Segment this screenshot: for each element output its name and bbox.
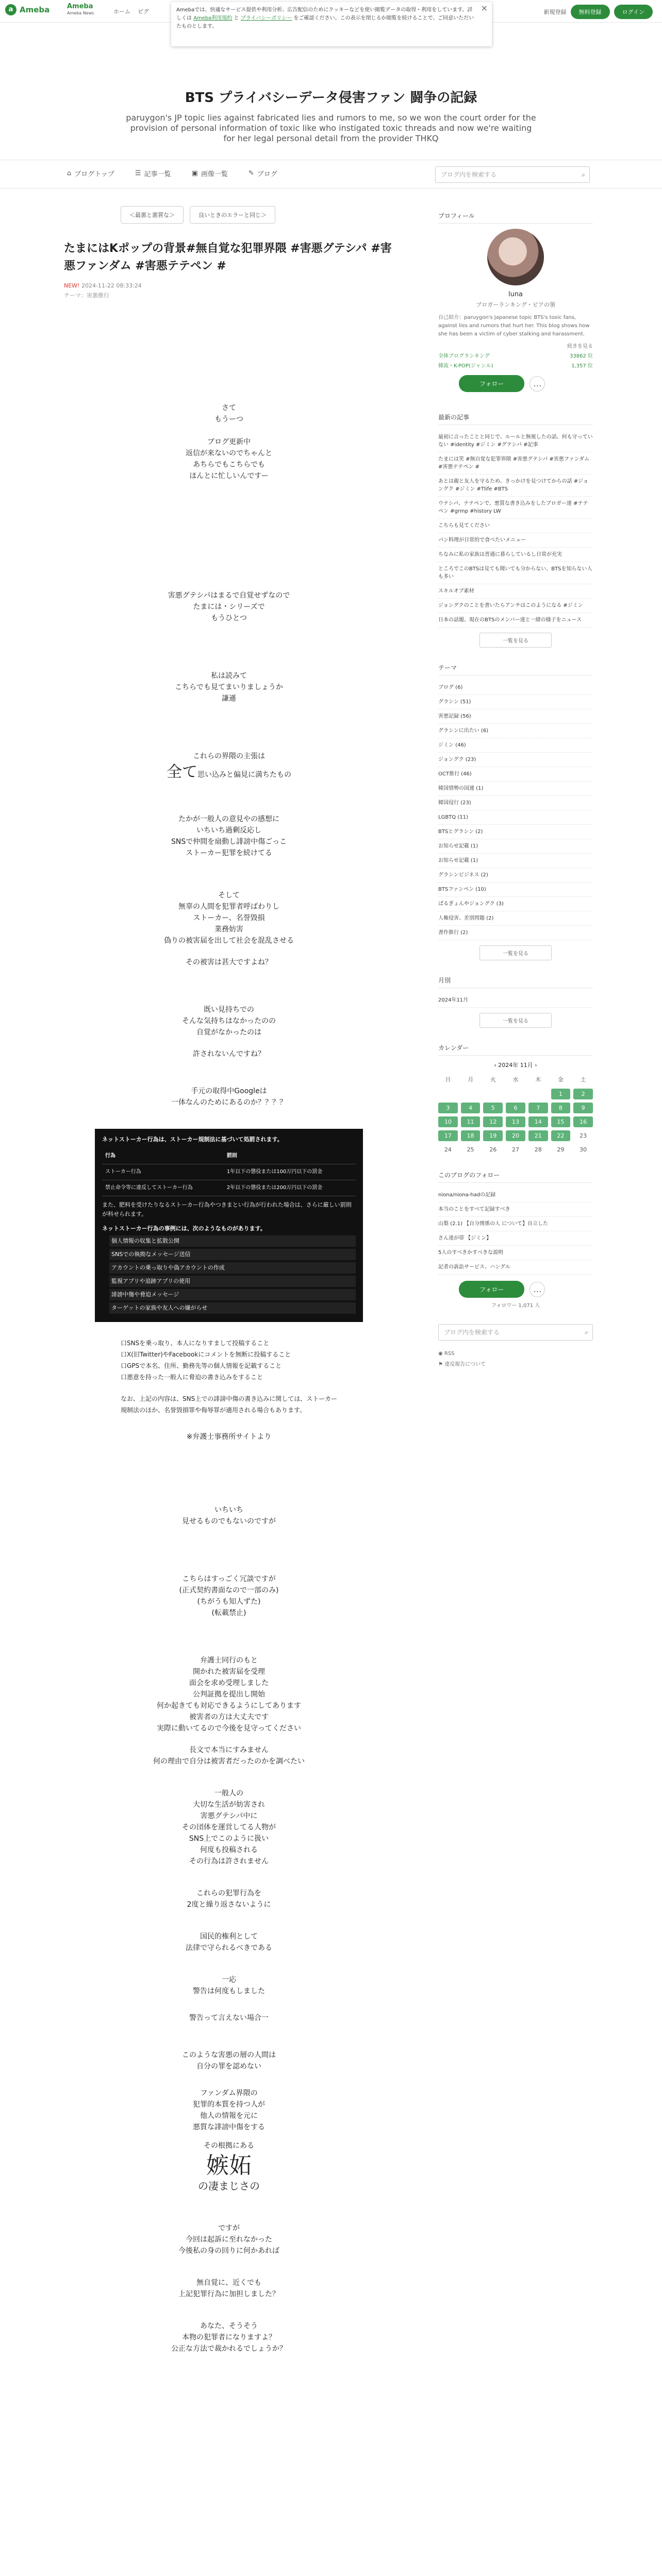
rank-value: 33862 位: [570, 353, 593, 359]
recent-article-link[interactable]: ちなみに私の家族は普通に暮らしているし日常が充実: [438, 548, 593, 562]
more-options-icon[interactable]: …: [529, 1282, 545, 1297]
table-cell: 禁止命令等に違反してストーカー行為: [102, 1180, 224, 1196]
theme-link[interactable]: お知らせ記載 (1): [438, 839, 593, 854]
paragraph: [64, 2012, 394, 2024]
login-button[interactable]: ログイン: [614, 5, 653, 19]
recent-heading: 最新の記事: [438, 413, 593, 425]
paragraph: [64, 957, 394, 968]
calendar-day[interactable]: 5: [483, 1103, 503, 1113]
flag-icon: ⚑: [438, 1362, 445, 1367]
calendar-day[interactable]: 7: [528, 1103, 548, 1113]
rank-value: 1,357 位: [571, 363, 593, 369]
text-line: 弁護士同行のもと: [200, 1656, 258, 1665]
calendar-day[interactable]: 1: [551, 1089, 571, 1099]
theme-link[interactable]: 人権侵害、差別問題 (2): [438, 911, 593, 926]
rank-label: 全体ブログランキング: [438, 353, 490, 359]
source-note: ※弁護士事務所サイトより: [186, 1433, 272, 1441]
report-link[interactable]: [438, 1360, 593, 1367]
calendar-day[interactable]: 18: [461, 1130, 481, 1141]
archive-heading: 月別: [438, 976, 593, 988]
home-icon: ⌂: [67, 170, 72, 177]
text-line: 無自覚に、近くでも: [196, 2279, 261, 2287]
article-meta: [64, 282, 394, 289]
text-line: 法律で守られるべきである: [186, 1944, 272, 1952]
brand-line1: Ameba: [67, 3, 93, 10]
calendar-day[interactable]: 6: [506, 1103, 525, 1113]
text-line: 警告は何度もしました: [193, 1987, 265, 1995]
paragraph: [64, 751, 394, 762]
text-line: これらの犯罪行為を: [196, 1889, 261, 1897]
profile-description: 自己紹介：paruygon's Japanese topic BTS's toxic fans, against lies and rumors that hurt her. This blog shows how she has been a victim of cyber stalking and harassment.: [438, 315, 590, 337]
text-line: 何か起きても対応できるようにしてあります: [157, 1702, 301, 1710]
text-line: 口GPSで本名、住所、勤務先等の個人情報を記載すること: [121, 1362, 282, 1369]
brand-line2: Ameba News: [67, 11, 94, 15]
text-line: その被害は甚大ですよね？: [186, 958, 272, 967]
text-line: 犯罪的本質を持つ人が: [193, 2100, 265, 2109]
recent-more-button[interactable]: 一覧を見る: [479, 633, 552, 648]
text-line: 公判証拠を提出し開始: [193, 1690, 265, 1699]
list-item: 監視アプリや追跡アプリの使用: [109, 1276, 356, 1287]
archive-list: [438, 993, 593, 1008]
nav-label: 記事一覧: [144, 171, 171, 178]
recent-article-link[interactable]: ウテシパ、テテペンで、悪質な書き込みをしたブロガー達 #テテペン #grmp #history LW: [438, 497, 593, 519]
text-line: 本物の犯罪者になりますよ？: [182, 2333, 276, 2342]
text-line: 口X(旧Twitter)やFacebookにコメントを無断に投稿すること: [121, 1351, 291, 1358]
text-line: こちらでも見てまいりましょうか: [175, 683, 283, 691]
nav-blog[interactable]: [249, 168, 277, 178]
text-line: こちらはすっごく冗談ですが: [182, 1575, 276, 1583]
text-line: 大切な生活が妨害され: [193, 1801, 265, 1809]
paragraph: [64, 1504, 394, 1527]
cookie-text-tail: をご確認ください。この表示を閉じるか閲覧を続けることで、ご同意いただいたものとします。: [176, 15, 474, 29]
text-line: 国民的権利として: [200, 1933, 258, 1941]
text-line: もうひとつ: [211, 614, 247, 622]
calendar-day[interactable]: 29: [557, 1146, 565, 1153]
text-line: 何の理由で自分は被害者だったのかを調べたい: [153, 1757, 305, 1766]
text-line: ファンダム界隈の: [200, 2089, 258, 2097]
privacy-link[interactable]: プライバシーポリシー: [240, 15, 292, 21]
calendar-day: [506, 1089, 525, 1099]
weekday-label: 土: [580, 1076, 586, 1083]
weekday-label: 火: [490, 1076, 496, 1083]
new-badge: NEW!: [64, 282, 80, 289]
calendar-day[interactable]: 22: [551, 1130, 571, 1141]
ameba-news-logo[interactable]: [67, 3, 94, 16]
paragraph: [64, 814, 394, 859]
text-line: 2度と繰り返さないように: [187, 1901, 271, 1909]
nav-label: ブログトップ: [74, 171, 114, 178]
weekday-label: 金: [557, 1076, 564, 1083]
calendar-day[interactable]: 28: [534, 1146, 542, 1153]
article-main: [64, 206, 394, 2354]
blog-title[interactable]: BTS プライバシーデータ侵害ファン 闘争の記録: [185, 90, 477, 106]
paragraph: [121, 1337, 337, 1383]
profile-meta: ブロガーランキング・ピアの領: [476, 301, 555, 308]
paragraph: [64, 1573, 394, 1619]
table-cell: ストーカー行為: [102, 1164, 224, 1180]
paragraph: [64, 590, 394, 624]
recent-article-link[interactable]: あとは親と友人を守るため、きっかけを見つけてからの話 #ジョングク #ジミン #Tlife #BTS: [438, 474, 593, 497]
cookie-text: Amebaでは、快適なサービス提供や利用分析、広告配信のためにクッキーなどを使い閲覧データの取得・利用をしています。詳しくは: [176, 7, 473, 21]
cookie-text-mid: と: [232, 15, 241, 21]
recent-article-link[interactable]: 最初に言ったことと同じで、ルールと無視したの話、何も守っていない #identity #ジミン #グテシパ #記事: [438, 430, 593, 452]
paragraph: [64, 2277, 394, 2300]
cookie-banner: [171, 2, 492, 46]
calendar-day[interactable]: 14: [528, 1116, 548, 1127]
signup-button[interactable]: 無料登録: [571, 5, 610, 19]
paragraph: [64, 1004, 394, 1038]
theme-link[interactable]: OCT推行 (46): [438, 767, 593, 782]
text-line: 謙遜: [222, 694, 236, 703]
article-theme[interactable]: テーマ：害悪推行: [64, 292, 109, 299]
text-line: たかが一般人の意見やの感想に: [178, 815, 279, 823]
text-line: 公正な方法で裁かれるでしょうか？: [171, 2345, 287, 2353]
recent-article-link[interactable]: スキルオブ素材: [438, 584, 593, 599]
avatar[interactable]: [487, 229, 544, 285]
weekday-label: 木: [535, 1076, 541, 1083]
calendar-day[interactable]: 13: [506, 1116, 525, 1127]
text-line: あなた、そうそう: [200, 2322, 258, 2330]
calendar-day[interactable]: 24: [444, 1146, 452, 1153]
article-body: [64, 402, 394, 2354]
text-line: その団体を運営してる人物が: [182, 1823, 276, 1832]
text-line: 自分の罪を認めない: [196, 2062, 261, 2071]
text-line: 口悪意を持った一般人に脅迫の書き込みをすること: [121, 1374, 263, 1381]
blog-description: paruygon's JP topic lies against fabricated lies and rumors to me, so we won the court order for the provision of personal information of toxic like who instigated toxic threads and now we're waiting for her legal personal detail from the provider THKQ: [126, 113, 536, 143]
follow-button[interactable]: フォロー: [459, 375, 524, 392]
calendar-day[interactable]: 19: [483, 1130, 503, 1141]
text-line: (正式契約書面なので一部のみ): [179, 1586, 279, 1595]
paragraph: [64, 1931, 394, 1954]
text-line: 既い見持ちでの: [204, 1006, 254, 1014]
more-options-icon[interactable]: …: [529, 376, 545, 392]
box-note: また、肥料を受けたりなるストーカー行為やつきまとい行為が行われた場合は、さらに厳しい罰則が科せられます。: [102, 1201, 352, 1217]
list-icon: ☰: [135, 170, 141, 177]
calendar-day[interactable]: 3: [438, 1103, 458, 1113]
close-icon[interactable]: ×: [481, 3, 488, 13]
nav-pigg[interactable]: ピグ: [138, 8, 149, 15]
list-item: SNSでの執拗なメッセージ送信: [109, 1249, 356, 1260]
text-line: その根拠にある: [204, 2142, 254, 2150]
theme-list: [438, 681, 593, 940]
calendar-day: [461, 1089, 481, 1099]
text-line: 害悪グテシパはまるで自覚せずなので: [168, 591, 290, 600]
text-line: 業務妨害: [214, 925, 243, 934]
text-line: いちいち: [214, 1506, 243, 1514]
text-line: SNS上でこのように扱い: [189, 1835, 269, 1843]
theme-link[interactable]: LGBTQ (11): [438, 810, 593, 825]
box-heading: ネットストーカー行為の事例には、次のようなものがあります。: [102, 1225, 266, 1232]
paragraph: [64, 2140, 394, 2151]
text-line: その行為は許されません: [189, 1857, 269, 1866]
theme-link[interactable]: ブログ (6): [438, 681, 593, 695]
followed-blog-link[interactable]: 山梨 (2.1) 【自分関係の人 について】自立した: [438, 1217, 593, 1231]
calendar-day: [528, 1089, 548, 1099]
month-label: 2024年 11月: [498, 1062, 533, 1069]
penalty-table: [102, 1148, 356, 1196]
calendar-day[interactable]: 4: [461, 1103, 481, 1113]
theme-link[interactable]: ジミン (46): [438, 738, 593, 753]
prev-theme-button[interactable]: ＜最悪と悪質な＞: [121, 206, 184, 224]
text-line: 長文で本当にすみません: [189, 1746, 269, 1754]
text-line: 私は読みて: [211, 672, 247, 680]
text-line: 今回は起訴に至れなかった: [186, 2235, 272, 2244]
sidebar: [438, 211, 593, 1367]
text-line: もうーつ: [214, 415, 243, 423]
text-line: 手元の取得中Googleは: [191, 1087, 267, 1095]
theme-link[interactable]: ぱるぎょんやジョングク (3): [438, 897, 593, 911]
calendar-day[interactable]: 27: [511, 1146, 519, 1153]
theme-more-button[interactable]: 一覧を見る: [479, 945, 552, 960]
text-line: 上記犯罪行為に加担しました？: [178, 2290, 279, 2298]
paragraph: [64, 890, 394, 946]
legal-info-box: [95, 1129, 363, 1322]
search-placeholder: ブログ内を検索する: [444, 1329, 500, 1336]
text-line: ですが: [218, 2224, 240, 2232]
table-cell: 2年以下の懲役または200万円以下の罰金: [224, 1180, 356, 1196]
weekday-label: 月: [468, 1076, 474, 1083]
weekday-label: 日: [445, 1076, 451, 1083]
terms-link[interactable]: Ameba利用規約: [193, 15, 233, 21]
prev-month-icon[interactable]: ‹: [494, 1062, 499, 1069]
paragraph: [64, 2223, 394, 2257]
follows-list: [438, 1188, 593, 1275]
text-line: 他人の情報を元に: [200, 2112, 258, 2120]
big-text: 嫉妬: [206, 2153, 252, 2179]
nav-image-list[interactable]: [192, 168, 228, 178]
paragraph: [64, 1788, 394, 1867]
rss-link[interactable]: [438, 1351, 593, 1357]
blog-search-input[interactable]: [435, 166, 590, 183]
paragraph: [64, 1086, 394, 1108]
global-nav: [0, 160, 662, 189]
calendar-grid: [438, 1073, 593, 1155]
nav-label: ブログ: [257, 171, 277, 178]
paragraph: [64, 1888, 394, 1910]
calendar-day[interactable]: 10: [438, 1116, 458, 1127]
recent-article-link[interactable]: ジョングクのことを書いたらアンチはこのようになる #ジミン: [438, 599, 593, 613]
recent-article-link[interactable]: こちらも見てください: [438, 519, 593, 533]
paragraph: [64, 1744, 394, 1767]
theme-link[interactable]: グラシン (51): [438, 695, 593, 709]
text-line: SNSで仲間を扇動し誹謗中傷ごっこ: [171, 838, 287, 846]
nav-blog-top[interactable]: [67, 168, 114, 178]
paragraph: [64, 2088, 394, 2133]
calendar-day[interactable]: 21: [528, 1130, 548, 1141]
ameba-logo-mark-icon: a: [5, 4, 16, 15]
top-link[interactable]: 新規登録: [543, 9, 567, 15]
example-list: [109, 1235, 356, 1314]
text-line: 自覚がなかったのは: [196, 1028, 261, 1037]
calendar-month: [438, 1061, 593, 1069]
calendar-day[interactable]: 9: [573, 1103, 593, 1113]
next-theme-button[interactable]: 良いときのエラーと同じ＞: [190, 206, 275, 224]
list-item: 個人情報の収集と拡散公開: [109, 1235, 356, 1247]
table-cell: 1年以下の懲役または100万円以下の罰金: [224, 1164, 356, 1180]
followed-blog-link[interactable]: niona/niona-hadの記録: [438, 1188, 593, 1202]
profile-name[interactable]: luna: [508, 291, 523, 298]
calendar-day[interactable]: 23: [580, 1132, 587, 1139]
followed-blog-link[interactable]: 記者の訴訟サービス、ハングル: [438, 1260, 593, 1275]
sidebar-search-input[interactable]: [438, 1324, 593, 1341]
text-line: 偽りの被害届を出して社会を混乱させる: [164, 937, 294, 945]
pen-icon: ✎: [248, 170, 254, 177]
calendar-day[interactable]: 25: [467, 1146, 474, 1153]
paragraph: [64, 1974, 394, 1997]
text-line: 許されないんですね？: [193, 1050, 265, 1058]
calendar-day[interactable]: 26: [489, 1146, 497, 1153]
text-line: 返信が来ないのでちゃんと: [186, 449, 272, 457]
calendar-day[interactable]: 11: [461, 1116, 481, 1127]
text-line: あちらでもこちらでも: [193, 461, 265, 469]
theme-link[interactable]: 韓国侵行 (23): [438, 796, 593, 810]
camera-icon: ▣: [191, 170, 198, 177]
profile-heading: プロフィール: [438, 211, 593, 224]
text-line: 見せるものでもないのですが: [182, 1517, 276, 1526]
recent-article-link[interactable]: たまには笑 #無自覚な犯罪界隈 #害悪グテシパ #害悪ファンダム #害悪テテペン #: [438, 452, 593, 474]
text-line: 一応: [222, 1976, 236, 1984]
theme-link[interactable]: 害悪記録 (56): [438, 709, 593, 724]
nav-home[interactable]: ホーム: [113, 8, 130, 15]
text-line: さて: [222, 404, 236, 412]
nav-label: 画像一覧: [201, 171, 228, 178]
next-month-icon[interactable]: ›: [533, 1062, 537, 1069]
calendar-day[interactable]: 20: [506, 1130, 525, 1141]
calendar-day[interactable]: 12: [483, 1116, 503, 1127]
text-line: ブログ更新中: [207, 438, 251, 446]
followed-blog-link[interactable]: 本当のことをすべて記録すべき: [438, 1202, 593, 1217]
followed-blog-link[interactable]: 5人のすべきかすべきな説明: [438, 1246, 593, 1260]
search-icon[interactable]: ⌕: [585, 1329, 588, 1336]
recent-article-link[interactable]: パン料理が日常的で食べたいメニュー: [438, 533, 593, 548]
emphasis-text: 思い込みと偏見に満ちたもの: [197, 771, 291, 779]
text-line: [64, 425, 394, 436]
theme-link[interactable]: 韓国情勢の国連 (1): [438, 782, 593, 796]
follow-button-2[interactable]: フォロー: [459, 1281, 524, 1298]
calendar-day[interactable]: 17: [438, 1130, 458, 1141]
text-line: 一体なんのためにあるのか？？？？: [171, 1098, 287, 1107]
paragraph: [64, 1048, 394, 1060]
ameba-logo[interactable]: [5, 4, 49, 15]
text-line: 何度も投稿される: [200, 1846, 258, 1854]
top-right-actions: [544, 5, 653, 19]
list-item: 誹謗中傷や脅迫メッセージ: [109, 1289, 356, 1300]
theme-link[interactable]: 書作推行 (2): [438, 926, 593, 940]
logo-text: Ameba: [20, 5, 50, 14]
text-line: 被害者の方は大丈夫です: [189, 1713, 269, 1721]
paragraph: [64, 670, 394, 704]
article-date: 2024-11-22 08:33:24: [81, 282, 142, 289]
text-line: 悪質な誹謗中傷をする: [193, 2123, 265, 2131]
text-line: ストーカー犯罪を続けてる: [186, 849, 272, 857]
theme-heading: テーマ: [438, 663, 593, 675]
calendar-day[interactable]: 8: [551, 1103, 571, 1113]
text-line: たまには・シリーズで: [193, 603, 265, 611]
list-item: ターゲットの家族や友人への嫌がらせ: [109, 1302, 356, 1314]
paragraph: [64, 1655, 394, 1734]
calendar-day: [483, 1089, 503, 1099]
recent-list: [438, 430, 593, 628]
rss-label: RSS: [444, 1351, 455, 1357]
text-line: (ちがうも知人ずた): [197, 1598, 261, 1606]
calendar-heading: カレンダー: [438, 1043, 593, 1056]
list-item: アカウントの乗っ取りや偽アカウントの作成: [109, 1262, 356, 1274]
text-line: 開かれた被害届を受理: [193, 1668, 265, 1676]
box-heading: ネットストーカー行為は、ストーカー規制法に基づいて処罰されます。: [102, 1136, 283, 1143]
follower-count[interactable]: フォロワー 1,071 人: [491, 1303, 540, 1309]
article-title[interactable]: たまにはKポップの背景#無自覚な犯罪界隈 #害悪グテシパ #害悪ファンダム #害悪テテペン #: [64, 242, 392, 273]
paragraph: [64, 402, 394, 482]
followed-blog-link[interactable]: さん達が帯 【ジミン】: [438, 1231, 593, 1246]
calendar-day[interactable]: 2: [573, 1089, 593, 1099]
search-placeholder: ブログ内を検索する: [441, 171, 497, 178]
calendar-day[interactable]: 30: [580, 1146, 587, 1153]
rank-overall[interactable]: [438, 351, 593, 359]
text-line: (転載禁止): [211, 1609, 246, 1617]
paragraph: [64, 2049, 394, 2072]
text-line: これらの界隈の主張は: [193, 752, 265, 760]
nav-article-list[interactable]: [135, 168, 171, 178]
text-line: 害悪グテシパ中に: [200, 1812, 258, 1820]
text-line: そして: [218, 891, 240, 900]
rank-label: 韓流・K-POP(ジャンル): [438, 363, 493, 369]
calendar-day[interactable]: 15: [551, 1116, 571, 1127]
text-line: ほんとに忙しいんですー: [189, 472, 269, 480]
recent-article-link[interactable]: ところでこのBTSは見ても聞いても分からない、BTSを知らない人も多い: [438, 562, 593, 584]
text-line: 面会を求め受理しました: [189, 1679, 269, 1687]
weekday-label: 水: [512, 1076, 519, 1083]
big-text: 全て: [167, 763, 197, 781]
text-line: 今後私の身の回りに何かあれば: [178, 2247, 279, 2255]
follows-heading: このブログのフォロー: [438, 1171, 593, 1183]
theme-link[interactable]: グラシンビジネス (2): [438, 868, 593, 883]
emphasis-text: の凄まじさの: [198, 2180, 260, 2192]
text-line: 実際に動いてるので今後を見守ってください: [157, 1724, 301, 1733]
archive-link[interactable]: 2024年11月: [438, 993, 593, 1008]
paragraph: [64, 2320, 394, 2354]
rank-genre[interactable]: [438, 361, 593, 369]
text-line: いちいち過剰反応し: [196, 826, 261, 835]
theme-link[interactable]: お知らせ記載 (1): [438, 854, 593, 868]
table-header: 行為: [102, 1148, 224, 1164]
calendar-day[interactable]: 16: [573, 1116, 593, 1127]
text-line: 無辜の人間を犯罪者呼ばわりし: [178, 903, 279, 911]
text-line: ストーカー、名誉毀損: [193, 914, 265, 922]
text-line: 警告って言えない場合一: [189, 2014, 269, 2022]
theme-link[interactable]: グラシンに出たい (6): [438, 724, 593, 738]
text-line: このような害悪の層の人間は: [182, 2051, 276, 2059]
archive-more-button[interactable]: 一覧を見る: [479, 1013, 552, 1028]
theme-link[interactable]: BTSとグラシン (2): [438, 825, 593, 839]
theme-link[interactable]: BTSファンペン (10): [438, 883, 593, 897]
table-header: 罰則: [224, 1148, 356, 1164]
theme-link[interactable]: ジョングク (23): [438, 753, 593, 767]
paragraph: なお、上記の内容は、SNS上での誹謗中傷の書き込みに関しては、ストーカー規制法のほか、名誉毀損罪や侮辱罪が適用される場合もあります。: [121, 1395, 337, 1414]
text-line: そんな気持ちはなかったのの: [182, 1017, 276, 1025]
calendar-day: [438, 1089, 458, 1099]
top-nav: [113, 7, 149, 15]
rss-icon: ◉: [438, 1351, 444, 1357]
text-line: 口SNSを乗っ取り、本人になりすまして投稿すること: [121, 1340, 270, 1347]
text-line: 一般人の: [214, 1789, 243, 1798]
recent-article-link[interactable]: 日本の話題、現在のBTSのメンバー達と一緒の様子をニュース: [438, 613, 593, 628]
search-icon[interactable]: ⌕: [582, 171, 585, 178]
report-label: 違反報告について: [444, 1362, 486, 1367]
profile-more-link[interactable]: 続きを見る: [567, 344, 593, 349]
